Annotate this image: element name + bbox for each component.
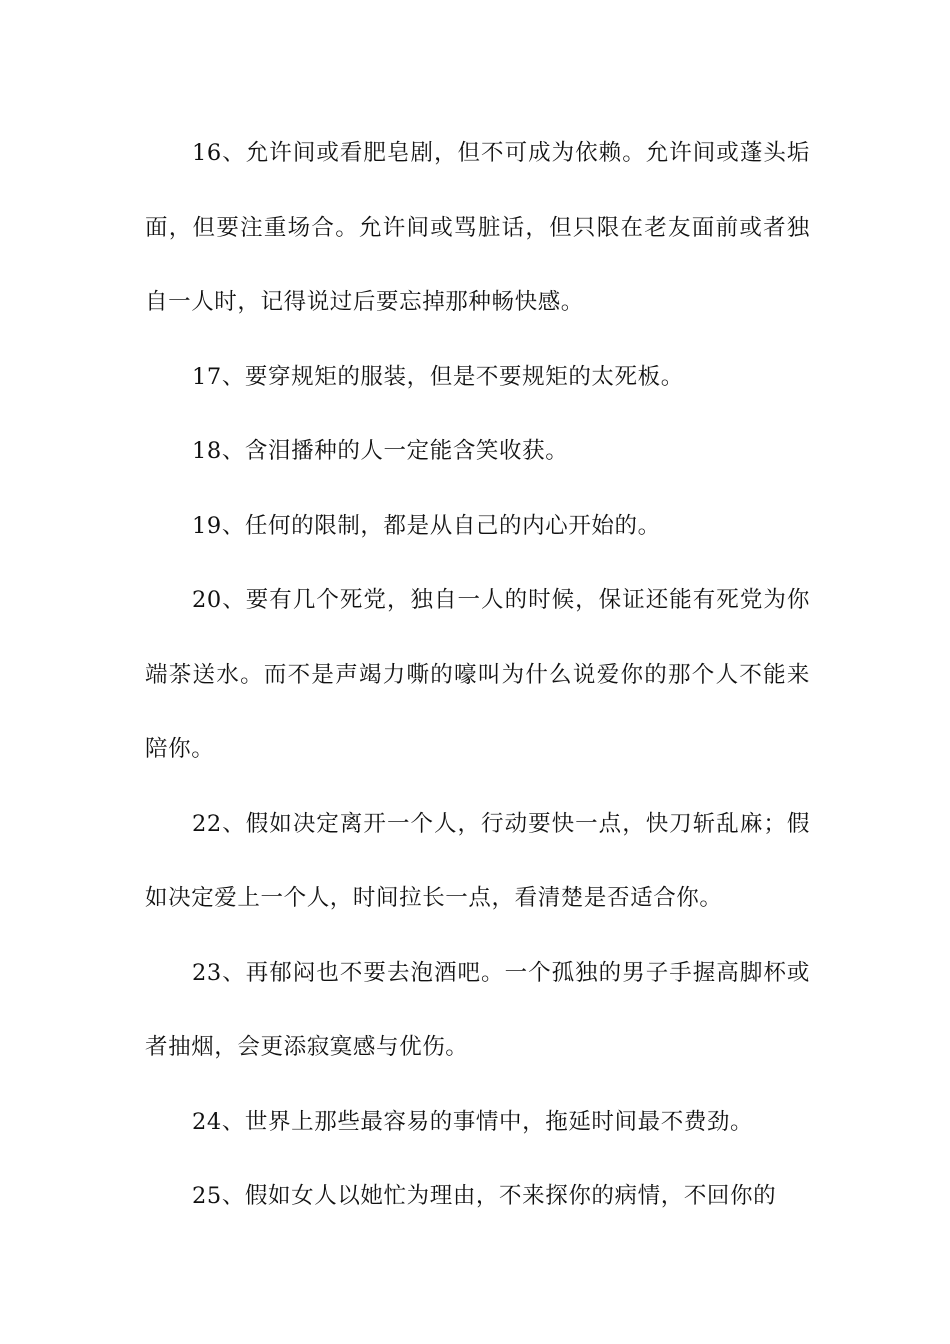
- paragraph-17: 17、要穿规矩的服装，但是不要规矩的太死板。: [192, 363, 684, 390]
- paragraph-20: 20、要有几个死党，独自一人的时候，保证还能有死党为你端茶送水。而不是声竭力嘶的嚎叫为什么说爱你的那个人不能来陪你。: [145, 587, 810, 762]
- paragraph-16: 16、允许间或看肥皂剧，但不可成为依赖。允许间或蓬头垢面，但要注重场合。允许间或骂脏话，但只限在老友面前或者独自一人时，记得说过后要忘掉那种畅快感。: [145, 140, 810, 315]
- paragraph-22: 22、假如决定离开一个人，行动要快一点，快刀斩乱麻；假如决定爱上一个人，时间拉长一点，看清楚是否适合你。: [145, 810, 810, 911]
- paragraph-24: 24、世界上那些最容易的事情中，拖延时间最不费劲。: [192, 1108, 754, 1135]
- paragraph-25: 25、假如女人以她忙为理由，不来探你的病情，不回你的: [192, 1183, 777, 1209]
- paragraph-19: 19、任何的限制，都是从自己的内心开始的。: [192, 512, 661, 539]
- document-body: [145, 116, 810, 1234]
- paragraph-23: 23、再郁闷也不要去泡酒吧。一个孤独的男子手握高脚杯或者抽烟，会更添寂寞感与优伤。: [145, 959, 810, 1060]
- paragraph-18: 18、含泪播种的人一定能含笑收获。: [192, 438, 569, 464]
